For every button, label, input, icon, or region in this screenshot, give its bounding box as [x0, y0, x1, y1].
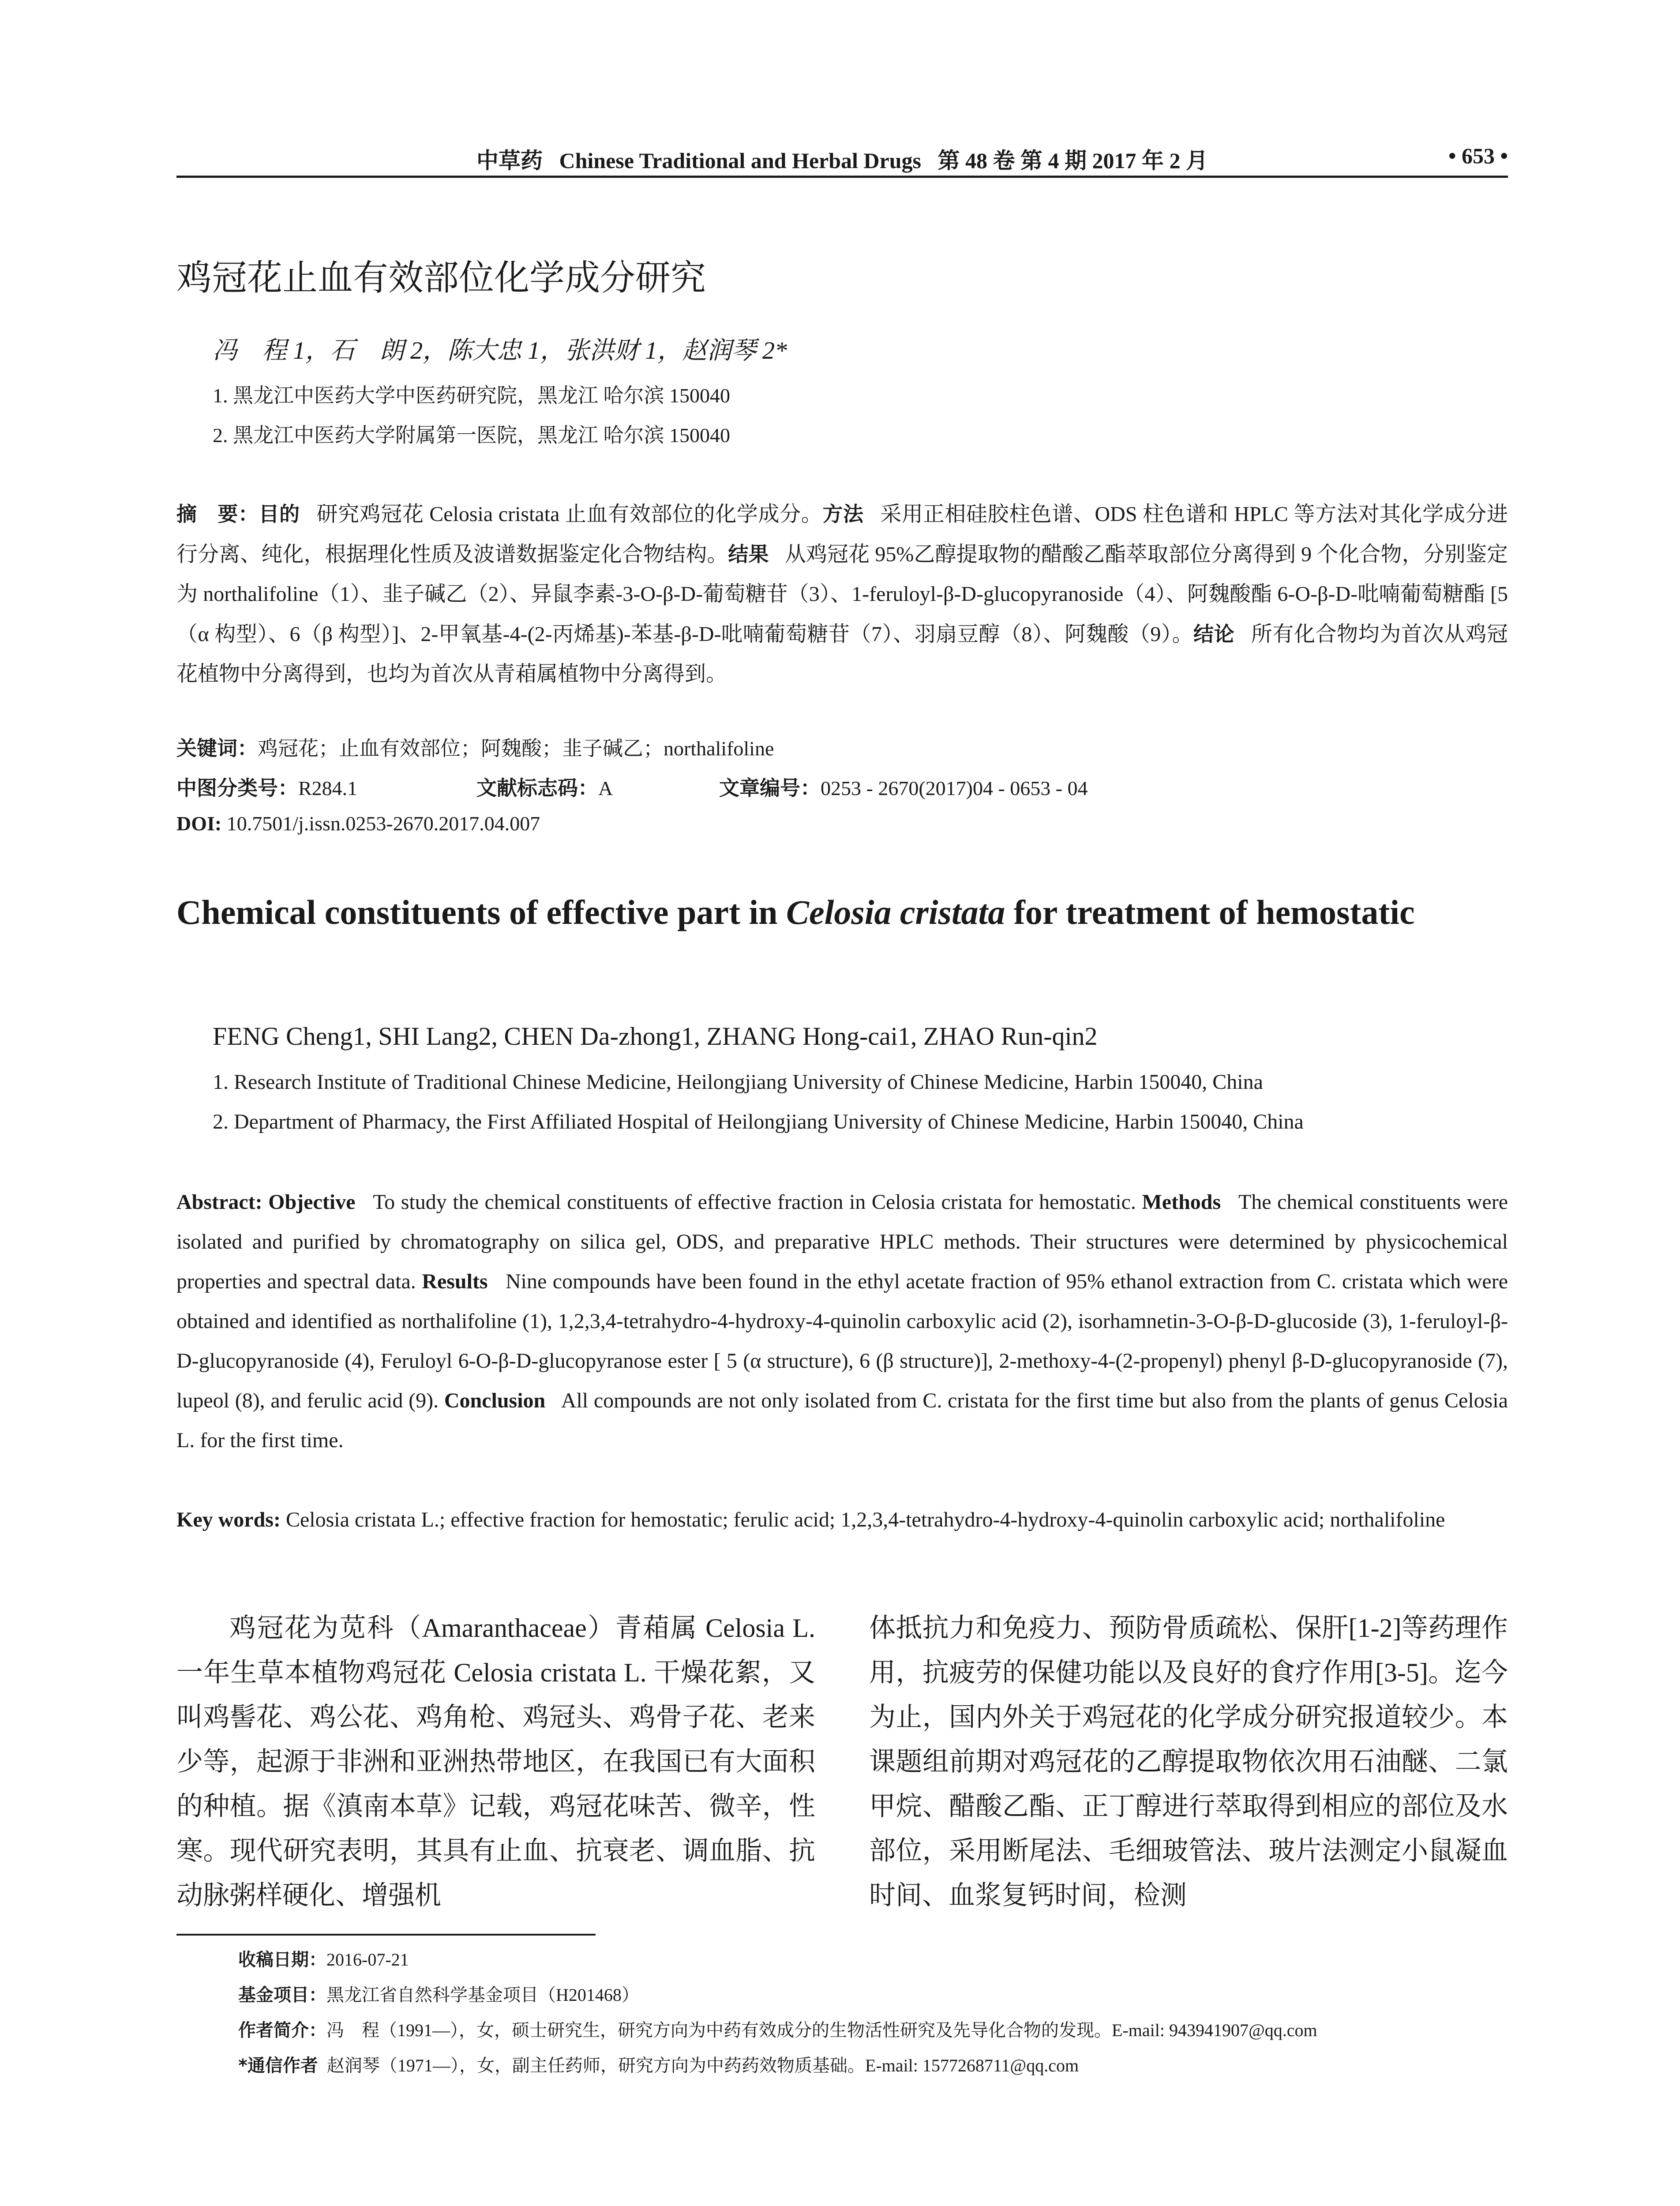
en-affiliation-1: 1. Research Institute of Traditional Chinese Medicine, Heilongjiang University of Chinese Medicine, Harbin 150040, China — [213, 1070, 1263, 1094]
en-authors: FENG Cheng1, SHI Lang2, CHEN Da-zhong1, ZHANG Hong-cai1, ZHAO Run-qin2 — [213, 1022, 1098, 1050]
cn-abstract-label: 摘 要： — [176, 502, 259, 526]
journal-name-cn: 中草药 — [476, 147, 543, 173]
cn-results-label: 结果 — [728, 542, 769, 566]
cn-objective: 研究鸡冠花 Celosia cristata 止血有效部位的化学成分。 — [316, 503, 823, 526]
body-column-left: 鸡冠花为苋科（Amaranthaceae）青葙属 Celosia L. 一年生草本植物鸡冠花 Celosia cristata L. 干燥花絮，又叫鸡髻花、鸡公花、鸡角枪、鸡冠头、鸡骨子花、老来少等，起源于非洲和亚洲热带地区，在我国已有大面积的种植。据《滇南本草》记载，鸡冠花味苦、微辛，性寒。现代研究表明，其具有止血、抗衰老、调血脂、抗动脉粥样硬化、增强机 — [176, 1613, 815, 1910]
footnote-rule — [176, 1934, 596, 1936]
cn-doccode — [476, 772, 613, 801]
received-label: 收稿日期： — [238, 1950, 326, 1970]
footnote-received — [238, 1946, 409, 1971]
doi-value: 10.7501/j.issn.0253-2670.2017.04.007 — [226, 812, 540, 835]
cn-keywords — [176, 732, 774, 762]
fund-text: 黑龙江省自然科学基金项目（H201468） — [326, 1985, 639, 2005]
footnote-corresponding — [238, 2052, 1079, 2077]
cn-objective-label: 目的 — [259, 502, 300, 526]
en-keywords-label: Key words: — [176, 1508, 281, 1531]
page-number: • 653 • — [1448, 143, 1508, 168]
cn-affiliation-1: 1. 黑龙江中医药大学中医药研究院，黑龙江 哈尔滨 150040 — [213, 384, 730, 407]
en-keywords-text: Celosia cristata L.; effective fraction for hemostatic; ferulic acid; 1,2,3,4-tetrahydro-4-hydroxy-4-quinolin carboxylic acid; northalifoline — [285, 1508, 1445, 1531]
cn-conclusion: 所有化合物均为首次从鸡冠花植物中分离得到，也均为首次从青葙属植物中分离得到。 — [176, 623, 1508, 686]
corresponding-label: *通信作者 — [238, 2056, 318, 2076]
en-keywords — [176, 1500, 1508, 1540]
en-methods-label: Methods — [1142, 1190, 1221, 1214]
en-methods: The chemical constituents were isolated and purified by chromatography on silica gel, ODS, and preparative HPLC methods. Their structures were determined by physicochemical properties and spectral data. — [176, 1190, 1508, 1293]
en-objective: To study the chemical constituents of effective fraction in Celosia cristata for hemostatic. — [373, 1190, 1136, 1214]
en-abstract-label: Abstract: Objective — [176, 1190, 356, 1214]
en-results: Nine compounds have been found in the ethyl acetate fraction of 95% ethanol extraction from C. cristata which were obtained and identified as northalifoline (1), 1,2,3,4-tetrahydro-4-hydroxy-4-quinolin carboxylic acid (2), isorhamnetin-3-O-β-D-glucoside (3), 1-feruloyl-β-D-glucopyranoside (4), Feruloyl 6-O-β-D-glucopyranose ester [ 5 (α structure), 6 (β structure)], 2-methoxy-4-(2-propenyl) phenyl β-D-glucopyranoside (7), lupeol (8), and ferulic acid (9). — [176, 1270, 1508, 1412]
fund-label: 基金项目： — [238, 1985, 326, 2005]
en-title-part-2: for treatment of hemostatic — [1005, 893, 1415, 931]
cn-article-value: 0253 - 2670(2017)04 - 0653 - 04 — [821, 777, 1088, 799]
en-abstract — [176, 1182, 1508, 1460]
en-title-species: Celosia cristata — [786, 893, 1005, 931]
cn-abstract — [176, 494, 1508, 694]
cn-methods: 采用正相硅胶柱色谱、ODS 柱色谱和 HPLC 等方法对其化学成分进行分离、纯化，根据理化性质及波谱数据鉴定化合物结构。 — [176, 503, 1508, 566]
cn-clc — [176, 772, 357, 801]
journal-name-en: Chinese Traditional and Herbal Drugs — [559, 148, 921, 173]
cn-keywords-label: 关键词： — [176, 736, 258, 760]
cn-title: 鸡冠花止血有效部位化学成分研究 — [176, 257, 706, 298]
cn-results: 从鸡冠花 95%乙醇提取物的醋酸乙酯萃取部位分离得到 9 个化合物，分别鉴定为 northalifoline（1）、韭子碱乙（2）、异鼠李素-3-O-β-D-葡萄糖苷（3）、1-feruloyl-β-D-glucopyranoside（4）、阿魏酸酯 6-O-β-D-吡喃葡萄糖酯 [5（α 构型）、6（β 构型）]、2-甲氧基-4-(2-丙烯基)-苯基-β-D-吡喃葡萄糖苷（7）、羽扇豆醇（8）、阿魏酸（9）。 — [176, 543, 1508, 646]
cn-conclusion-label: 结论 — [1193, 622, 1235, 646]
en-title-part-1: Chemical constituents of effective part in — [176, 893, 787, 931]
en-affiliation-2: 2. Department of Pharmacy, the First Affiliated Hospital of Heilongjiang University of Chinese Medicine, Harbin 150040, China — [213, 1110, 1304, 1133]
en-title — [176, 887, 1508, 938]
cn-methods-label: 方法 — [822, 502, 864, 526]
cn-article-number — [719, 772, 1088, 801]
cn-doccode-value: A — [598, 777, 613, 799]
received-date: 2016-07-21 — [326, 1950, 409, 1970]
running-header — [176, 140, 1508, 176]
cn-clc-value: R284.1 — [298, 777, 358, 799]
header-rule — [176, 176, 1508, 178]
en-conclusion-label: Conclusion — [444, 1389, 546, 1412]
en-results-label: Results — [422, 1270, 488, 1293]
journal-issue: 第 48 卷 第 4 期 2017 年 2 月 — [938, 148, 1208, 173]
en-conclusion: All compounds are not only isolated from C. cristata for the first time but also from the plants of genus Celosia L. for the first time. — [176, 1389, 1508, 1452]
cn-authors: 冯 程 1，石 朗 2，陈大忠 1，张洪财 1，赵润琴 2* — [213, 337, 787, 364]
cn-affiliation-2: 2. 黑龙江中医药大学附属第一医院，黑龙江 哈尔滨 150040 — [213, 424, 730, 446]
doi — [176, 812, 540, 835]
footnote-author — [238, 2016, 1317, 2041]
footnote-fund — [238, 1981, 639, 2006]
body-column-right: 体抵抗力和免疫力、预防骨质疏松、保肝[1-2]等药理作用，抗疲劳的保健功能以及良好的食疗作用[3-5]。迄今为止，国内外关于鸡冠花的化学成分研究报道较少。本课题组前期对鸡冠花的乙醇提取物依次用石油醚、二氯甲烷、醋酸乙酯、正丁醇进行萃取得到相应的部位及水部位，采用断尾法、毛细玻管法、玻片法测定小鼠凝血时间、血浆复钙时间，检测 — [869, 1613, 1508, 1910]
cn-keywords-text: 鸡冠花；止血有效部位；阿魏酸；韭子碱乙；northalifoline — [258, 737, 774, 760]
author-bio-label: 作者简介： — [238, 2020, 326, 2041]
cn-article-label: 文章编号： — [719, 776, 821, 800]
doi-label: DOI: — [176, 812, 222, 835]
cn-clc-label: 中图分类号： — [176, 776, 298, 800]
author-bio-text: 冯 程（1991—），女，硕士研究生，研究方向为中药有效成分的生物活性研究及先导化合物的发现。E-mail: 943941907@qq.com — [326, 2020, 1317, 2040]
cn-doccode-label: 文献标志码： — [476, 776, 598, 800]
corresponding-text: 赵润琴（1971—），女，副主任药师，研究方向为中药药效物质基础。E-mail: 1577268711@qq.com — [326, 2056, 1079, 2075]
